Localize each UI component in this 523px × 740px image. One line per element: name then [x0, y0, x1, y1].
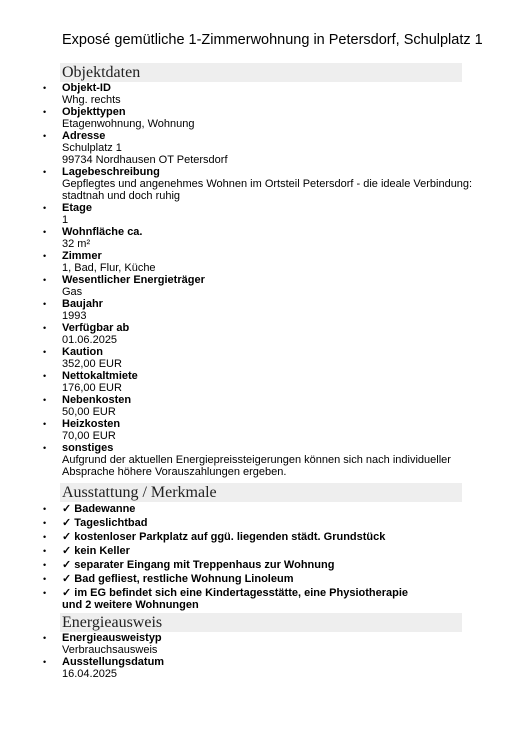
bullet-icon: •	[43, 347, 47, 357]
document-title: Exposé gemütliche 1-Zimmerwohnung in Petersdorf, Schulplatz 1	[62, 32, 483, 48]
list-item	[0, 394, 500, 418]
section-heading-energieausweis: Energieausweis	[60, 613, 462, 632]
feature-label: ✓ Bad gefliest, restliche Wohnung Linoleum	[62, 573, 294, 585]
item-value: Schulplatz 1 99734 Nordhausen OT Petersdorf	[62, 142, 228, 166]
item-label: Energieausweistyp	[62, 632, 162, 644]
item-value: 352,00 EUR	[62, 358, 122, 370]
bullet-icon: •	[43, 574, 47, 584]
feature-label: ✓ separater Eingang mit Treppenhaus zur Wohnung	[62, 559, 335, 571]
item-label: Kaution	[62, 346, 103, 358]
objektdaten-list	[0, 82, 500, 478]
bullet-icon: •	[43, 588, 47, 598]
list-item	[0, 322, 500, 346]
item-value: 32 m²	[62, 238, 91, 250]
section-heading-ausstattung: Ausstattung / Merkmale	[60, 483, 462, 502]
list-item	[0, 346, 500, 370]
bullet-icon: •	[43, 203, 47, 213]
item-value: Verbrauchsausweis	[62, 644, 158, 656]
bullet-icon: •	[43, 532, 47, 542]
item-label: Objekttypen	[62, 106, 126, 118]
list-item	[0, 166, 500, 202]
bullet-icon: •	[43, 323, 47, 333]
bullet-icon: •	[43, 419, 47, 429]
feature-item	[0, 517, 500, 529]
bullet-icon: •	[43, 560, 47, 570]
item-label: Lagebeschreibung	[62, 166, 160, 178]
item-label: Zimmer	[62, 250, 102, 262]
feature-item	[0, 503, 500, 515]
bullet-icon: •	[43, 275, 47, 285]
item-value: 1	[62, 214, 69, 226]
item-label: Wesentlicher Energieträger	[62, 274, 205, 286]
ausstattung-list	[0, 503, 500, 613]
feature-label: ✓ kein Keller	[62, 545, 130, 557]
list-item	[0, 226, 500, 250]
item-value: Etagenwohnung, Wohnung	[62, 118, 195, 130]
item-value: 16.04.2025	[62, 668, 118, 680]
list-item	[0, 106, 500, 130]
bullet-icon: •	[43, 443, 47, 453]
list-item	[0, 202, 500, 226]
item-label: Heizkosten	[62, 418, 121, 430]
list-item	[0, 370, 500, 394]
feature-item	[0, 573, 500, 585]
item-value: Whg. rechts	[62, 94, 121, 106]
item-value: Gas	[62, 286, 83, 298]
bullet-icon: •	[43, 518, 47, 528]
item-value: 1, Bad, Flur, Küche	[62, 262, 156, 274]
bullet-icon: •	[43, 504, 47, 514]
item-value: 1993	[62, 310, 87, 322]
item-value: 70,00 EUR	[62, 430, 116, 442]
item-label: Nettokaltmiete	[62, 370, 138, 382]
item-label: Objekt-ID	[62, 82, 111, 94]
bullet-icon: •	[43, 227, 47, 237]
bullet-icon: •	[43, 167, 47, 177]
bullet-icon: •	[43, 83, 47, 93]
bullet-icon: •	[43, 371, 47, 381]
item-value: 01.06.2025	[62, 334, 118, 346]
list-item	[0, 632, 500, 656]
feature-item	[0, 531, 500, 543]
item-label: sonstiges	[62, 442, 114, 454]
bullet-icon: •	[43, 131, 47, 141]
list-item	[0, 298, 500, 322]
item-value: Aufgrund der aktuellen Energiepreissteigerungen können sich nach individueller Absprache höhere Vorauszahlungen ergeben.	[62, 454, 451, 478]
bullet-icon: •	[43, 546, 47, 556]
list-item	[0, 274, 500, 298]
list-item	[0, 82, 500, 106]
feature-item	[0, 545, 500, 557]
feature-label: ✓ Badewanne	[62, 503, 136, 515]
energieausweis-list	[0, 632, 500, 680]
list-item	[0, 418, 500, 442]
list-item	[0, 130, 500, 166]
bullet-icon: •	[43, 657, 47, 667]
bullet-icon: •	[43, 633, 47, 643]
bullet-icon: •	[43, 107, 47, 117]
bullet-icon: •	[43, 299, 47, 309]
item-label: Etage	[62, 202, 92, 214]
item-value: 176,00 EUR	[62, 382, 122, 394]
item-label: Wohnfläche ca.	[62, 226, 143, 238]
item-label: Verfügbar ab	[62, 322, 130, 334]
item-label: Baujahr	[62, 298, 103, 310]
bullet-icon: •	[43, 251, 47, 261]
feature-item	[0, 587, 500, 611]
feature-item	[0, 559, 500, 571]
feature-label: ✓ im EG befindet sich eine Kindertagesstätte, eine Physiotherapie und 2 weitere Wohnungen	[62, 587, 409, 611]
list-item	[0, 442, 500, 478]
list-item	[0, 250, 500, 274]
section-heading-objektdaten: Objektdaten	[60, 63, 462, 82]
item-value: Gepflegtes und angenehmes Wohnen im Ortsteil Petersdorf - die ideale Verbindung: stadtnah und doch ruhig	[62, 178, 473, 202]
item-label: Ausstellungsdatum	[62, 656, 165, 668]
list-item	[0, 656, 500, 680]
item-label: Adresse	[62, 130, 106, 142]
bullet-icon: •	[43, 395, 47, 405]
item-label: Nebenkosten	[62, 394, 132, 406]
feature-label: ✓ kostenloser Parkplatz auf ggü. liegenden städt. Grundstück	[62, 531, 386, 543]
feature-label: ✓ Tageslichtbad	[62, 517, 148, 529]
item-value: 50,00 EUR	[62, 406, 116, 418]
